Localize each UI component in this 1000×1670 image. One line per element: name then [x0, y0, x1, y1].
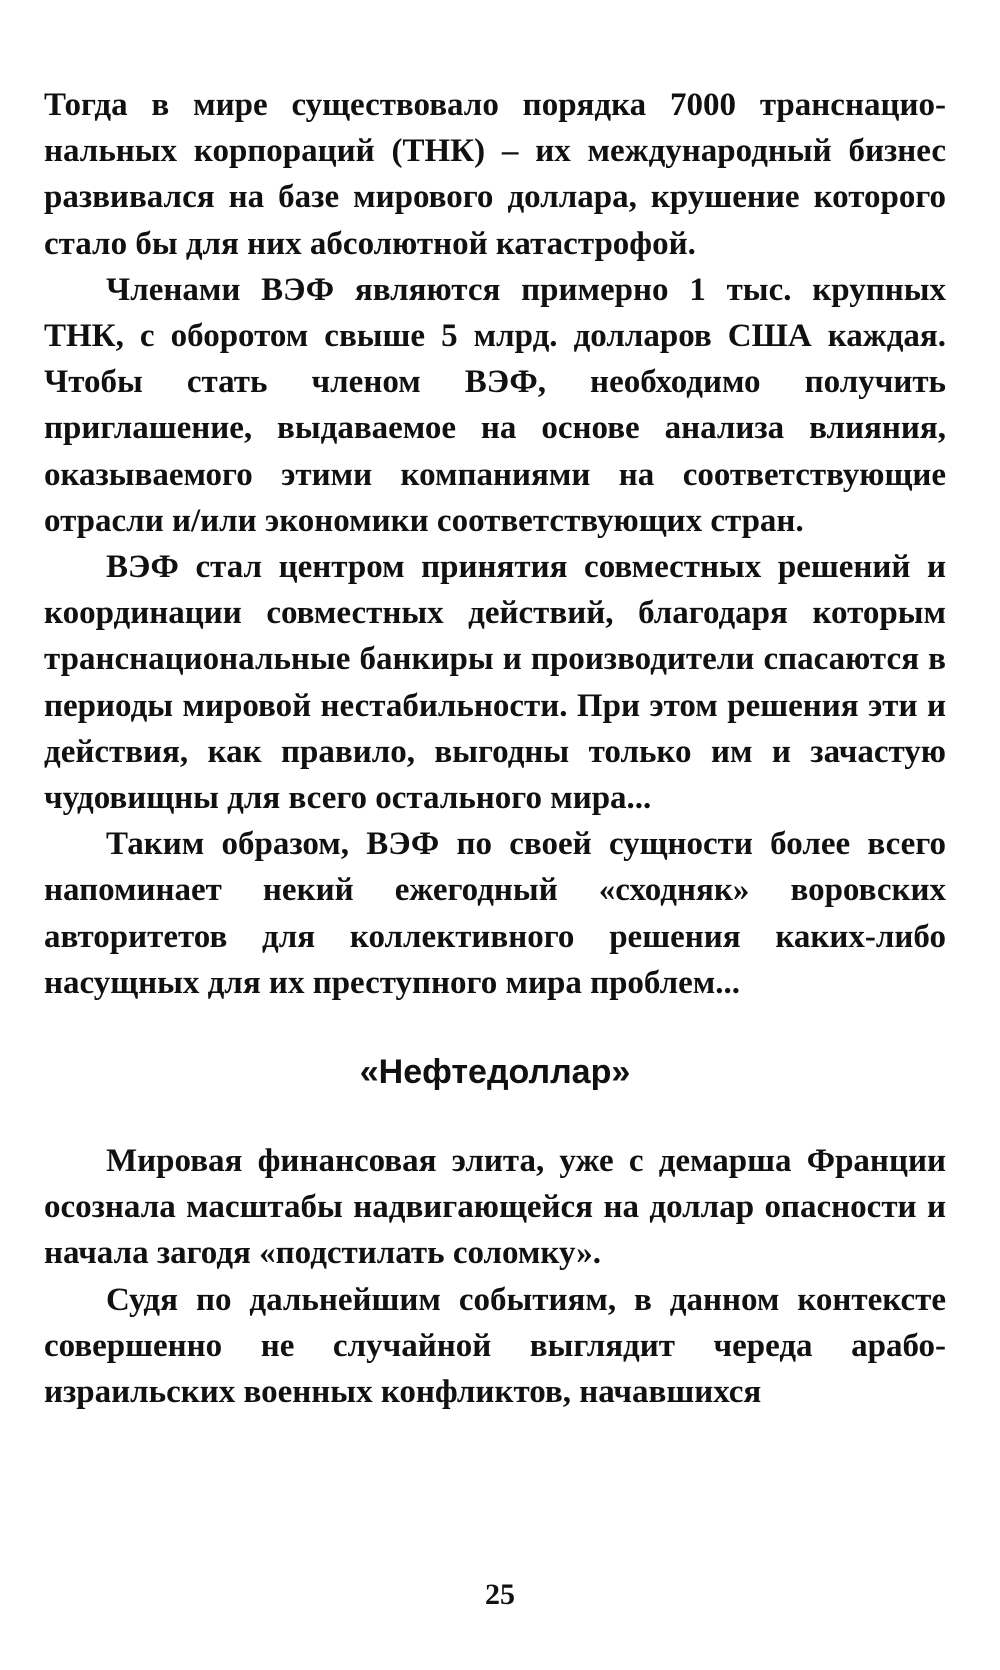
- book-page: [44, 82, 946, 1415]
- page-number: 25: [485, 1578, 515, 1611]
- section-heading: «Нефтедоллар»: [359, 1053, 631, 1092]
- paragraph-2: Членами ВЭФ являются примерно 1 тыс. крупных ТНК, с оборотом свыше 5 млрд. долларов США каждая. Чтобы стать членом ВЭФ, необходимо получить приглашение, выдаваемое на основе анализа влияния, оказываемого этими компаниями на соответствующие отрасли и/или экономики соответствующих стран.: [44, 271, 946, 539]
- paragraph-3: ВЭФ стал центром принятия совместных решений и координации совместных действий, благодаря которым транснациональные банкиры и производители спасаются в периоды мировой нестабильности. При этом решения эти и действия, как правило, выгодны только им и зачастую чудовищны для всего остального мира...: [44, 549, 946, 817]
- paragraph-1: Тогда в мире существовало порядка 7000 транснациональных корпораций (ТНК) – их международный бизнес развивался на базе мирового доллара, крушение которого стало бы для них абсолютной катастрофой.: [44, 87, 946, 262]
- paragraph-5: Мировая финансовая элита, уже с демарша Франции осознала масштабы надвигающейся на доллар опасности и начала загодя «подстилать соломку».: [44, 1143, 946, 1272]
- text-block-top: [44, 82, 946, 1006]
- paragraph-6: Судя по дальнейшим событиям, в данном контексте совершенно не случайной выглядит череда арабо-израильских военных конфликтов, начавшихся: [44, 1281, 946, 1411]
- paragraph-4: Таким образом, ВЭФ по своей сущности более всего напоминает некий ежегодный «сходняк» воровских авторитетов для коллективного решения каких-либо насущных для их преступного мира проблем...: [44, 826, 946, 1001]
- text-block-bottom: [44, 1138, 946, 1415]
